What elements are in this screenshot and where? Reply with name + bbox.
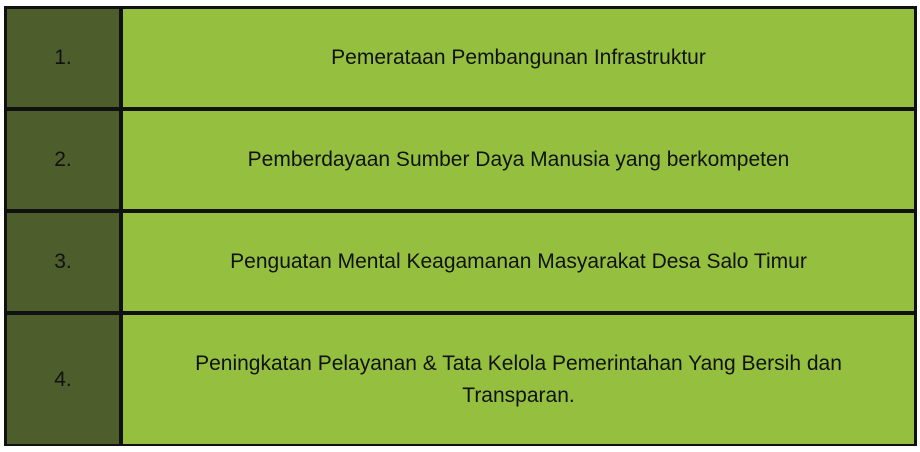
row-text-3-label: Penguatan Mental Keagamanan Masyarakat Desa Salo Timur <box>230 250 807 274</box>
row-number-4: 4. <box>7 315 119 444</box>
row-text-1-label: Pemerataan Pembangunan Infrastruktur <box>331 46 706 70</box>
row-text-3 <box>123 213 914 311</box>
row-text-2-label: Pemberdayaan Sumber Daya Manusia yang berkompeten <box>247 148 790 172</box>
row-text-4 <box>123 315 914 444</box>
row-text-2 <box>123 111 914 209</box>
row-text-4-label: Peningkatan Pelayanan & Tata Kelola Pemerintahan Yang Bersih dan Transparan. <box>195 352 842 407</box>
mission-table <box>4 6 917 446</box>
row-number-1: 1. <box>7 9 119 107</box>
row-number-3: 3. <box>7 213 119 311</box>
row-text-1 <box>123 9 914 107</box>
row-number-2: 2. <box>7 111 119 209</box>
